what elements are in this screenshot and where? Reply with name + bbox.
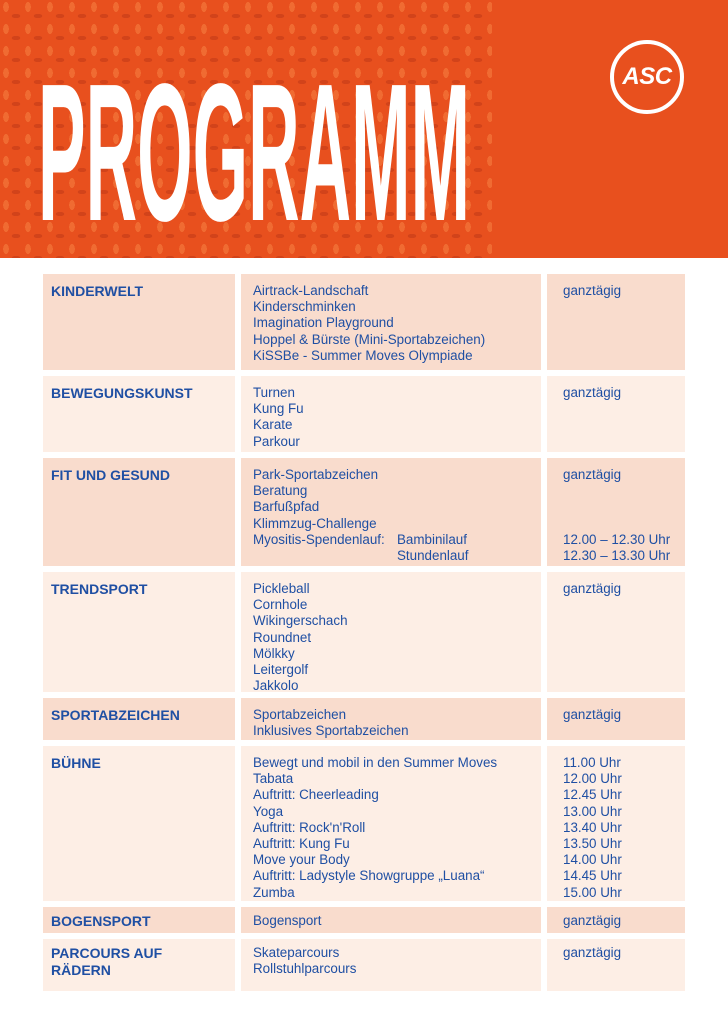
activity-item: Imagination Playground — [253, 315, 394, 331]
activity-item: Beratung — [253, 483, 308, 499]
activity-item: Skateparcours — [253, 945, 340, 960]
time-cell — [547, 907, 685, 933]
activity-item: Park-Sportabzeichen — [253, 467, 379, 482]
activity-item: Kung Fu — [253, 401, 304, 417]
time-value: 13.00 Uhr — [563, 803, 622, 819]
time-value: 14.00 Uhr — [563, 852, 622, 868]
category-buehne: BÜHNE — [43, 746, 235, 901]
time-value: 12.30 – 13.30 Uhr — [563, 547, 671, 563]
spendenlauf-line — [253, 532, 533, 548]
time-value: ganztägig — [563, 283, 622, 298]
time-cell — [547, 274, 685, 370]
activity-item: Tabata — [253, 771, 294, 787]
time-value: 12.00 – 12.30 Uhr — [563, 531, 671, 547]
table-row — [43, 458, 685, 566]
activities-cell — [241, 572, 541, 692]
activity-item: Karate — [253, 417, 293, 433]
activity-item: Leitergolf — [253, 662, 309, 678]
category-kinderwelt: KINDERWELT — [43, 274, 235, 370]
activities-cell — [241, 698, 541, 740]
table-row — [43, 939, 685, 991]
activity-item: Jakkolo — [253, 678, 299, 694]
stundenlauf-line — [253, 548, 533, 564]
category-parcours-auf-raedern — [43, 939, 235, 991]
time-value: ganztägig — [563, 707, 622, 722]
time-value: ganztägig — [563, 945, 622, 960]
activity-item: Bewegt und mobil in den Summer Moves — [253, 755, 498, 770]
activity-item: Parkour — [253, 433, 300, 449]
bambinilauf-label: Bambinilauf — [397, 531, 467, 547]
stundenlauf-label: Stundenlauf — [397, 548, 469, 564]
time-cell — [547, 376, 685, 452]
time-value: ganztägig — [563, 913, 622, 928]
time-value: ganztägig — [563, 467, 622, 482]
page-title — [38, 34, 470, 230]
activities-cell — [241, 907, 541, 933]
activity-item: Mölkky — [253, 645, 295, 661]
table-row — [43, 698, 685, 740]
title-text: PROGRAMM — [38, 43, 470, 230]
activity-item: Airtrack-Landschaft — [253, 283, 369, 298]
activity-item: Sportabzeichen — [253, 707, 347, 722]
activity-item: Barfußpfad — [253, 499, 320, 515]
category-trendsport: TRENDSPORT — [43, 572, 235, 692]
logo-text: ASC — [622, 63, 672, 90]
activity-item: Rollstuhlparcours — [253, 961, 357, 977]
activity-item: Bogensport — [253, 913, 322, 928]
activities-cell — [241, 746, 541, 901]
activity-item: Inklusives Sportabzeichen — [253, 723, 409, 739]
time-value: 13.40 Uhr — [563, 819, 622, 835]
title-graphic — [38, 34, 470, 230]
time-value: ganztägig — [563, 385, 622, 400]
time-value: 12.45 Uhr — [563, 787, 622, 803]
activity-item: Auftritt: Rock'n'Roll — [253, 819, 366, 835]
table-row — [43, 572, 685, 692]
activity-item: Cornhole — [253, 597, 308, 613]
activity-item: Auftritt: Cheerleading — [253, 787, 379, 803]
time-value: ganztägig — [563, 581, 622, 596]
table-row — [43, 274, 685, 370]
category-sportabzeichen: SPORTABZEICHEN — [43, 698, 235, 740]
activity-item: Zumba — [253, 884, 295, 900]
table-row — [43, 907, 685, 933]
time-value: 13.50 Uhr — [563, 836, 622, 852]
table-row — [43, 746, 685, 901]
category-fit-und-gesund: FIT UND GESUND — [43, 458, 235, 566]
activities-cell — [241, 939, 541, 991]
activity-item: Turnen — [253, 385, 295, 400]
time-cell — [547, 572, 685, 692]
category-bewegungskunst: BEWEGUNGSKUNST — [43, 376, 235, 452]
category-bogensport: BOGENSPORT — [43, 907, 235, 933]
activity-item: Roundnet — [253, 629, 312, 645]
activity-item: Klimmzug-Challenge — [253, 515, 377, 531]
activity-item: KiSSBe - Summer Moves Olympiade — [253, 347, 473, 363]
category-line: RÄDERN — [51, 962, 111, 978]
time-value: 14.45 Uhr — [563, 868, 622, 884]
activity-item: Yoga — [253, 803, 284, 819]
time-value: 15.00 Uhr — [563, 884, 622, 900]
time-cell — [547, 458, 685, 566]
activity-item: Wikingerschach — [253, 613, 348, 629]
activity-item: Kinderschminken — [253, 299, 356, 315]
activity-item: Pickleball — [253, 581, 310, 596]
spendenlauf-label: Myositis-Spendenlauf: — [253, 531, 385, 547]
time-cell — [547, 698, 685, 740]
asc-logo — [610, 40, 684, 114]
header-banner — [0, 0, 728, 258]
category-line: PARCOURS AUF — [51, 945, 163, 961]
activity-item: Auftritt: Kung Fu — [253, 836, 350, 852]
activities-cell — [241, 376, 541, 452]
time-cell — [547, 746, 685, 901]
activities-cell — [241, 458, 541, 566]
activity-item: Hoppel & Bürste (Mini-Sportabzeichen) — [253, 331, 486, 347]
time-value: 11.00 Uhr — [563, 755, 621, 770]
time-value: 12.00 Uhr — [563, 771, 622, 787]
table-row — [43, 376, 685, 452]
program-table — [43, 274, 685, 997]
activity-item: Auftritt: Ladystyle Showgruppe „Luana“ — [253, 868, 485, 884]
activity-item: Move your Body — [253, 852, 350, 868]
activities-cell — [241, 274, 541, 370]
time-cell — [547, 939, 685, 991]
